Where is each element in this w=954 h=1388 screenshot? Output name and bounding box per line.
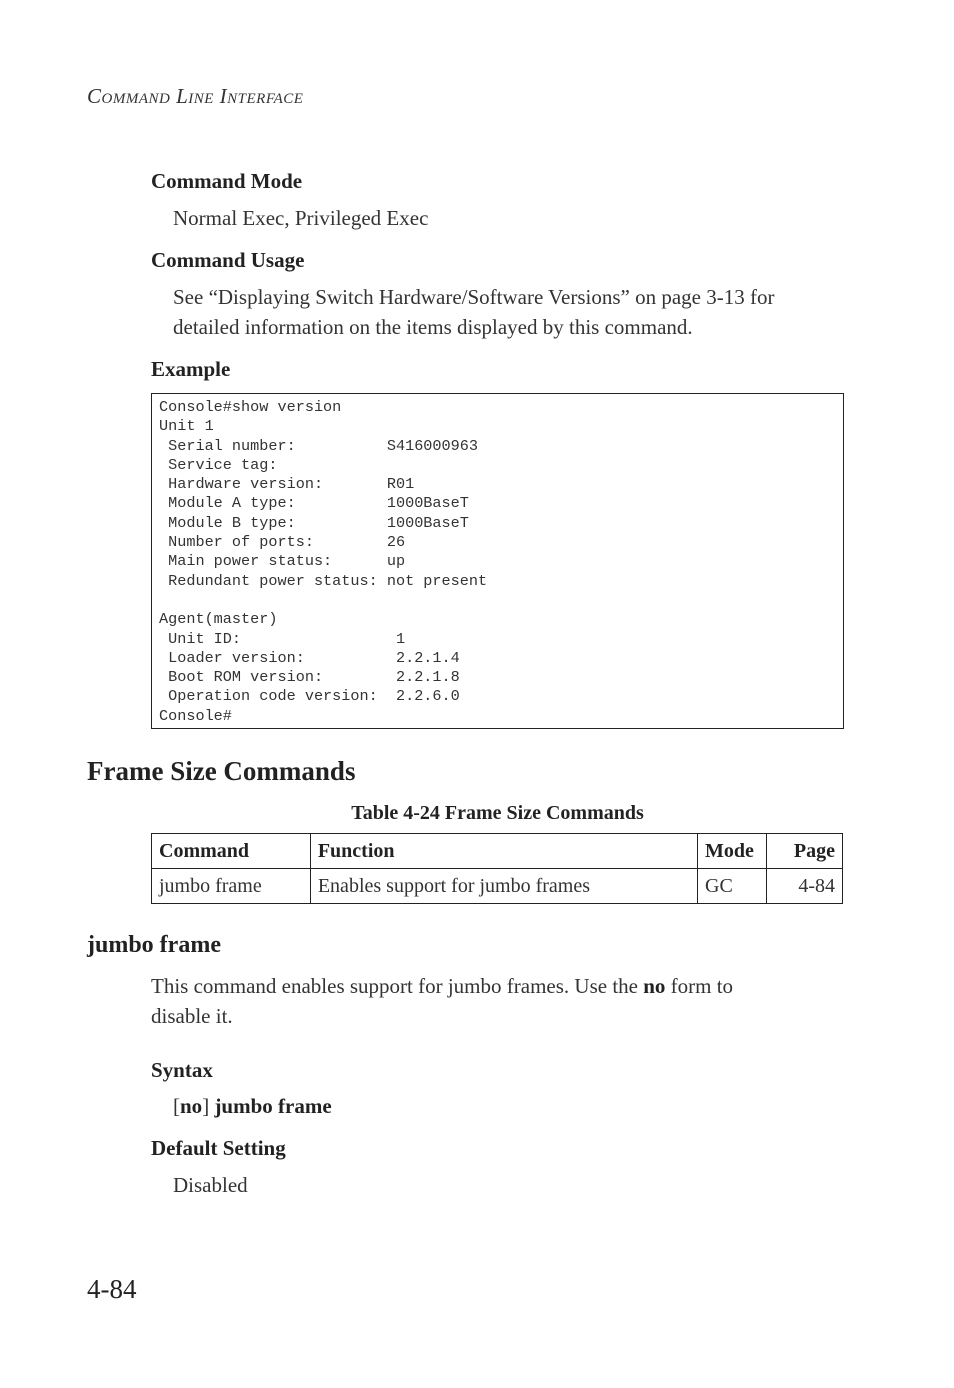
command-usage-text [173, 282, 853, 342]
syntax-line [173, 1091, 332, 1121]
table-row [152, 869, 843, 904]
jumbo-desc-line2: disable it. [151, 1004, 233, 1028]
command-usage-line2: detailed information on the items displayed by this command. [173, 315, 693, 339]
table-header-command: Command [152, 834, 311, 869]
command-usage-heading: Command Usage [151, 248, 305, 272]
jumbo-frame-description [151, 971, 851, 1031]
jumbo-frame-title: jumbo frame [87, 932, 221, 958]
jumbo-desc-part2: form to [665, 974, 734, 998]
table-header-page: Page [767, 834, 843, 869]
example-code: Console#show version Unit 1 Serial number: S416000963 Service tag: Hardware version: R01 Module A type: 1000BaseT Module B type: 1000BaseT Number of ports: 26 Main power status: up Redundant power status: not present Agent(master) Unit ID: 1 Loader version: 2.2.1.4 Boot ROM version: 2.2.1.8 Operation code version: 2.2.6.0 Console# [159, 398, 488, 725]
syntax-heading: Syntax [151, 1058, 213, 1082]
default-setting-value: Disabled [173, 1173, 248, 1197]
table-cell-mode: GC [698, 869, 767, 904]
syntax-close-bracket: ] [202, 1094, 215, 1118]
command-mode-text: Normal Exec, Privileged Exec [173, 206, 429, 230]
table-caption: Table 4-24 Frame Size Commands [351, 802, 644, 824]
page-number: 4-84 [87, 1274, 137, 1304]
jumbo-desc-no-keyword: no [643, 974, 666, 998]
syntax-open-bracket: [ [173, 1094, 180, 1118]
table-cell-page: 4-84 [767, 869, 843, 904]
jumbo-desc-line1 [151, 971, 851, 1001]
table-header-mode: Mode [698, 834, 767, 869]
running-head: Command Line Interface [87, 84, 304, 108]
section-title: Frame Size Commands [87, 756, 356, 786]
table-header-function: Function [310, 834, 697, 869]
example-heading: Example [151, 357, 231, 381]
default-setting-heading: Default Setting [151, 1136, 286, 1160]
frame-size-commands-table [151, 833, 843, 904]
table-cell-command: jumbo frame [152, 869, 311, 904]
example-code-box [151, 393, 844, 729]
table-header-row [152, 834, 843, 869]
command-mode-heading: Command Mode [151, 169, 303, 193]
jumbo-desc-part1: This command enables support for jumbo frames. Use the [151, 974, 644, 998]
command-usage-line1: See “Displaying Switch Hardware/Software Versions” on page 3-13 for [173, 285, 775, 309]
syntax-no-keyword: no [180, 1094, 203, 1118]
table-cell-function: Enables support for jumbo frames [310, 869, 697, 904]
syntax-command: jumbo frame [214, 1094, 332, 1118]
